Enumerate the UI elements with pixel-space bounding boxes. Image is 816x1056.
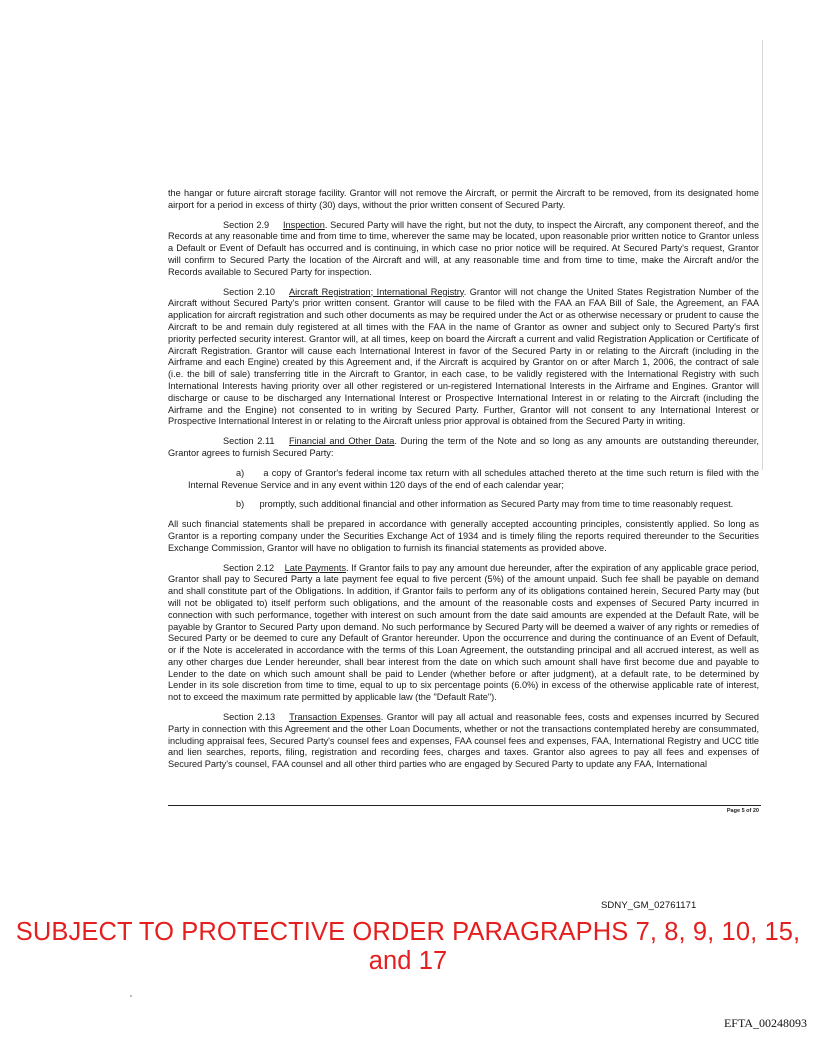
list-marker: b)	[236, 499, 245, 510]
section-number: Section 2.12	[223, 562, 275, 573]
section-body: . Grantor will not change the United States Registration Number of the Aircraft without Secured Party's prior written consent. Grantor will cause to be filed with the FAA an FAA Bill of Sale, the Agreement, an FAA application for aircraft registration and such other documents as may be required under the Act or as otherwise necessary or prudent to cause the Aircraft to be and remain duly registered at all times with the FAA in the name of Grantor as owner and subject only to Secured Party's first priority perfected security interest. Grantor will, at all times, keep on board the Aircraft a current and valid Registration Application or Certificate of Aircraft Registration. Grantor will cause each International Interest in favor of the Secured Party in or relating to the Aircraft (including in the Airframe and each Engine) created by this Agreement and, if the Aircraft is acquired by Grantor on or after March 1, 2006, the contract of sale (i.e. the bill of sale) transferring title in the Aircraft to Grantor, in each case, to be validly registered with the International Registry with such International Interests having priority over all other registered or un-registered International Interests in the Airframe and Engines. Grantor will discharge or cause to be discharged any International Interest or Prospective International Interest in or relating to the Aircraft (including the Airframe and the Engine) not consented to in writing by Secured Party. Further, Grantor will not consent to any International Interest or Prospective International Interest in or relating to the Aircraft unless prior approval is obtained from the Secured Party in writing.	[168, 286, 759, 427]
list-marker: a)	[236, 467, 245, 478]
bates-number: SDNY_GM_02761171	[601, 900, 697, 911]
list-item-b	[168, 499, 759, 511]
section-heading: Transaction Expenses	[289, 712, 381, 723]
section-2-10	[168, 287, 759, 429]
list-text: a copy of Grantor's federal income tax return with all schedules attached thereto at the time such return is filed with the Internal Revenue Service and in any event within 120 days of the end of each calendar year;	[188, 467, 759, 490]
section-2-12	[168, 563, 759, 705]
section-body: . Grantor will pay all actual and reasonable fees, costs and expenses incurred by Secured Party in connection with this Agreement and the other Loan Documents, whether or not the transactions contemplated hereby are consummated, including appraisal fees, Secured Party's counsel fees and expenses, FAA counsel fees and expenses, FAA, International Registry and UCC title and lien searches, reports, filing, registration and recording fees, charges and taxes. Grantor also agrees to pay all fees and expenses of Secured Party's counsel, FAA counsel and all other third parties who are engaged by Secured Party to update any FAA, International	[168, 712, 759, 770]
list-text: promptly, such additional financial and other information as Secured Party may from time to time reasonably request.	[259, 499, 734, 510]
section-heading: Late Payments	[284, 562, 347, 573]
section-body: . If Grantor fails to pay any amount due hereunder, after the expiration of any applicable grace period, Grantor shall pay to Secured Party a late payment fee equal to five percent (5%) of the amount unpaid. Such fee shall be payable on demand and shall constitute part of the Obligations. In addition, if Grantor fails to perform any of its obligations contained herein, Secured Party may (but will not be obligated to) itself perform such obligations, and the amount of the reasonable costs and expenses of Secured Party incurred in connection with such performance, together with interest on such amount from the date said amounts are expended at the Default Rate, will be payable by Grantor to Secured Party upon demand. No such performance by Secured Party will be deemed a waiver of any rights or remedies of Secured Party or be deemed to cure any Default of Grantor hereunder. Upon the occurrence and during the continuance of an Event of Default, or if the Note is accelerated in accordance with the terms of this Loan Agreement, the outstanding principal and all accrued interest, as well as any other charges due Lender hereunder, shall bear interest from the date on which such amount shall have first become due and payable to Lender to the date on which such amount shall be paid to Lender (whether before or after judgment), at a default rate, to be determined by Lender in its sole discretion from time to time, equal to up to six percentage points (6.0%) in excess of the otherwise applicable rate of interest, not to exceed the maximum rate permitted by applicable law (the "Default Rate").	[168, 562, 759, 703]
financial-closing-paragraph: All such financial statements shall be prepared in accordance with generally accepted accounting principles, consistently applied. So long as Grantor is a reporting company under the Securities Exchange Act of 1934 and is timely filing the reports required thereunder to the Securities Exchange Commission, Grantor will have no obligation to furnish its financial statements as provided above.	[168, 519, 759, 553]
section-number: Section 2.10	[223, 286, 276, 297]
intro-paragraph: the hangar or future aircraft storage facility. Grantor will not remove the Aircraft, or permit the Aircraft to be removed, from its designated home airport for a period in excess of thirty (30) days, without the prior written consent of Secured Party.	[168, 188, 759, 210]
scan-edge-line	[762, 40, 763, 470]
section-body: . Secured Party will have the right, but not the duty, to inspect the Aircraft, any component thereof, and the Records at any reasonable time and from time to time, wherever the same may be located, upon reasonable prior written notice to Grantor unless a Default or Event of Default has occurred and is continuing, in which case no prior notice will be required. At Secured Party's request, Grantor will confirm to Secured Party the location of the Aircraft and will, at any reasonable time and from time to time, make the Aircraft and/or the Records available to Secured Party for inspection.	[168, 219, 759, 277]
scan-speck	[130, 995, 132, 997]
section-2-13	[168, 712, 759, 771]
document-body	[168, 188, 759, 779]
section-2-9	[168, 220, 759, 279]
protective-order-banner: SUBJECT TO PROTECTIVE ORDER PARAGRAPHS 7, 8, 9, 10, 15, and 17	[15, 918, 801, 975]
section-heading: Inspection	[282, 219, 325, 230]
page-number: Page 5 of 20	[726, 808, 759, 814]
list-item-a	[168, 468, 759, 492]
section-heading: Aircraft Registration; International Registry	[288, 286, 464, 297]
section-number: Section 2.13	[223, 712, 276, 723]
section-number: Section 2.11	[223, 436, 275, 447]
section-number: Section 2.9	[223, 219, 270, 230]
footer-divider	[168, 805, 761, 806]
section-2-11	[168, 436, 759, 460]
section-heading: Financial and Other Data	[289, 436, 395, 447]
efta-id: EFTA_00248093	[723, 1016, 807, 1030]
section-body: . During the term of the Note and so long as any amounts are outstanding thereunder, Grantor agrees to furnish Secured Party:	[168, 436, 759, 458]
